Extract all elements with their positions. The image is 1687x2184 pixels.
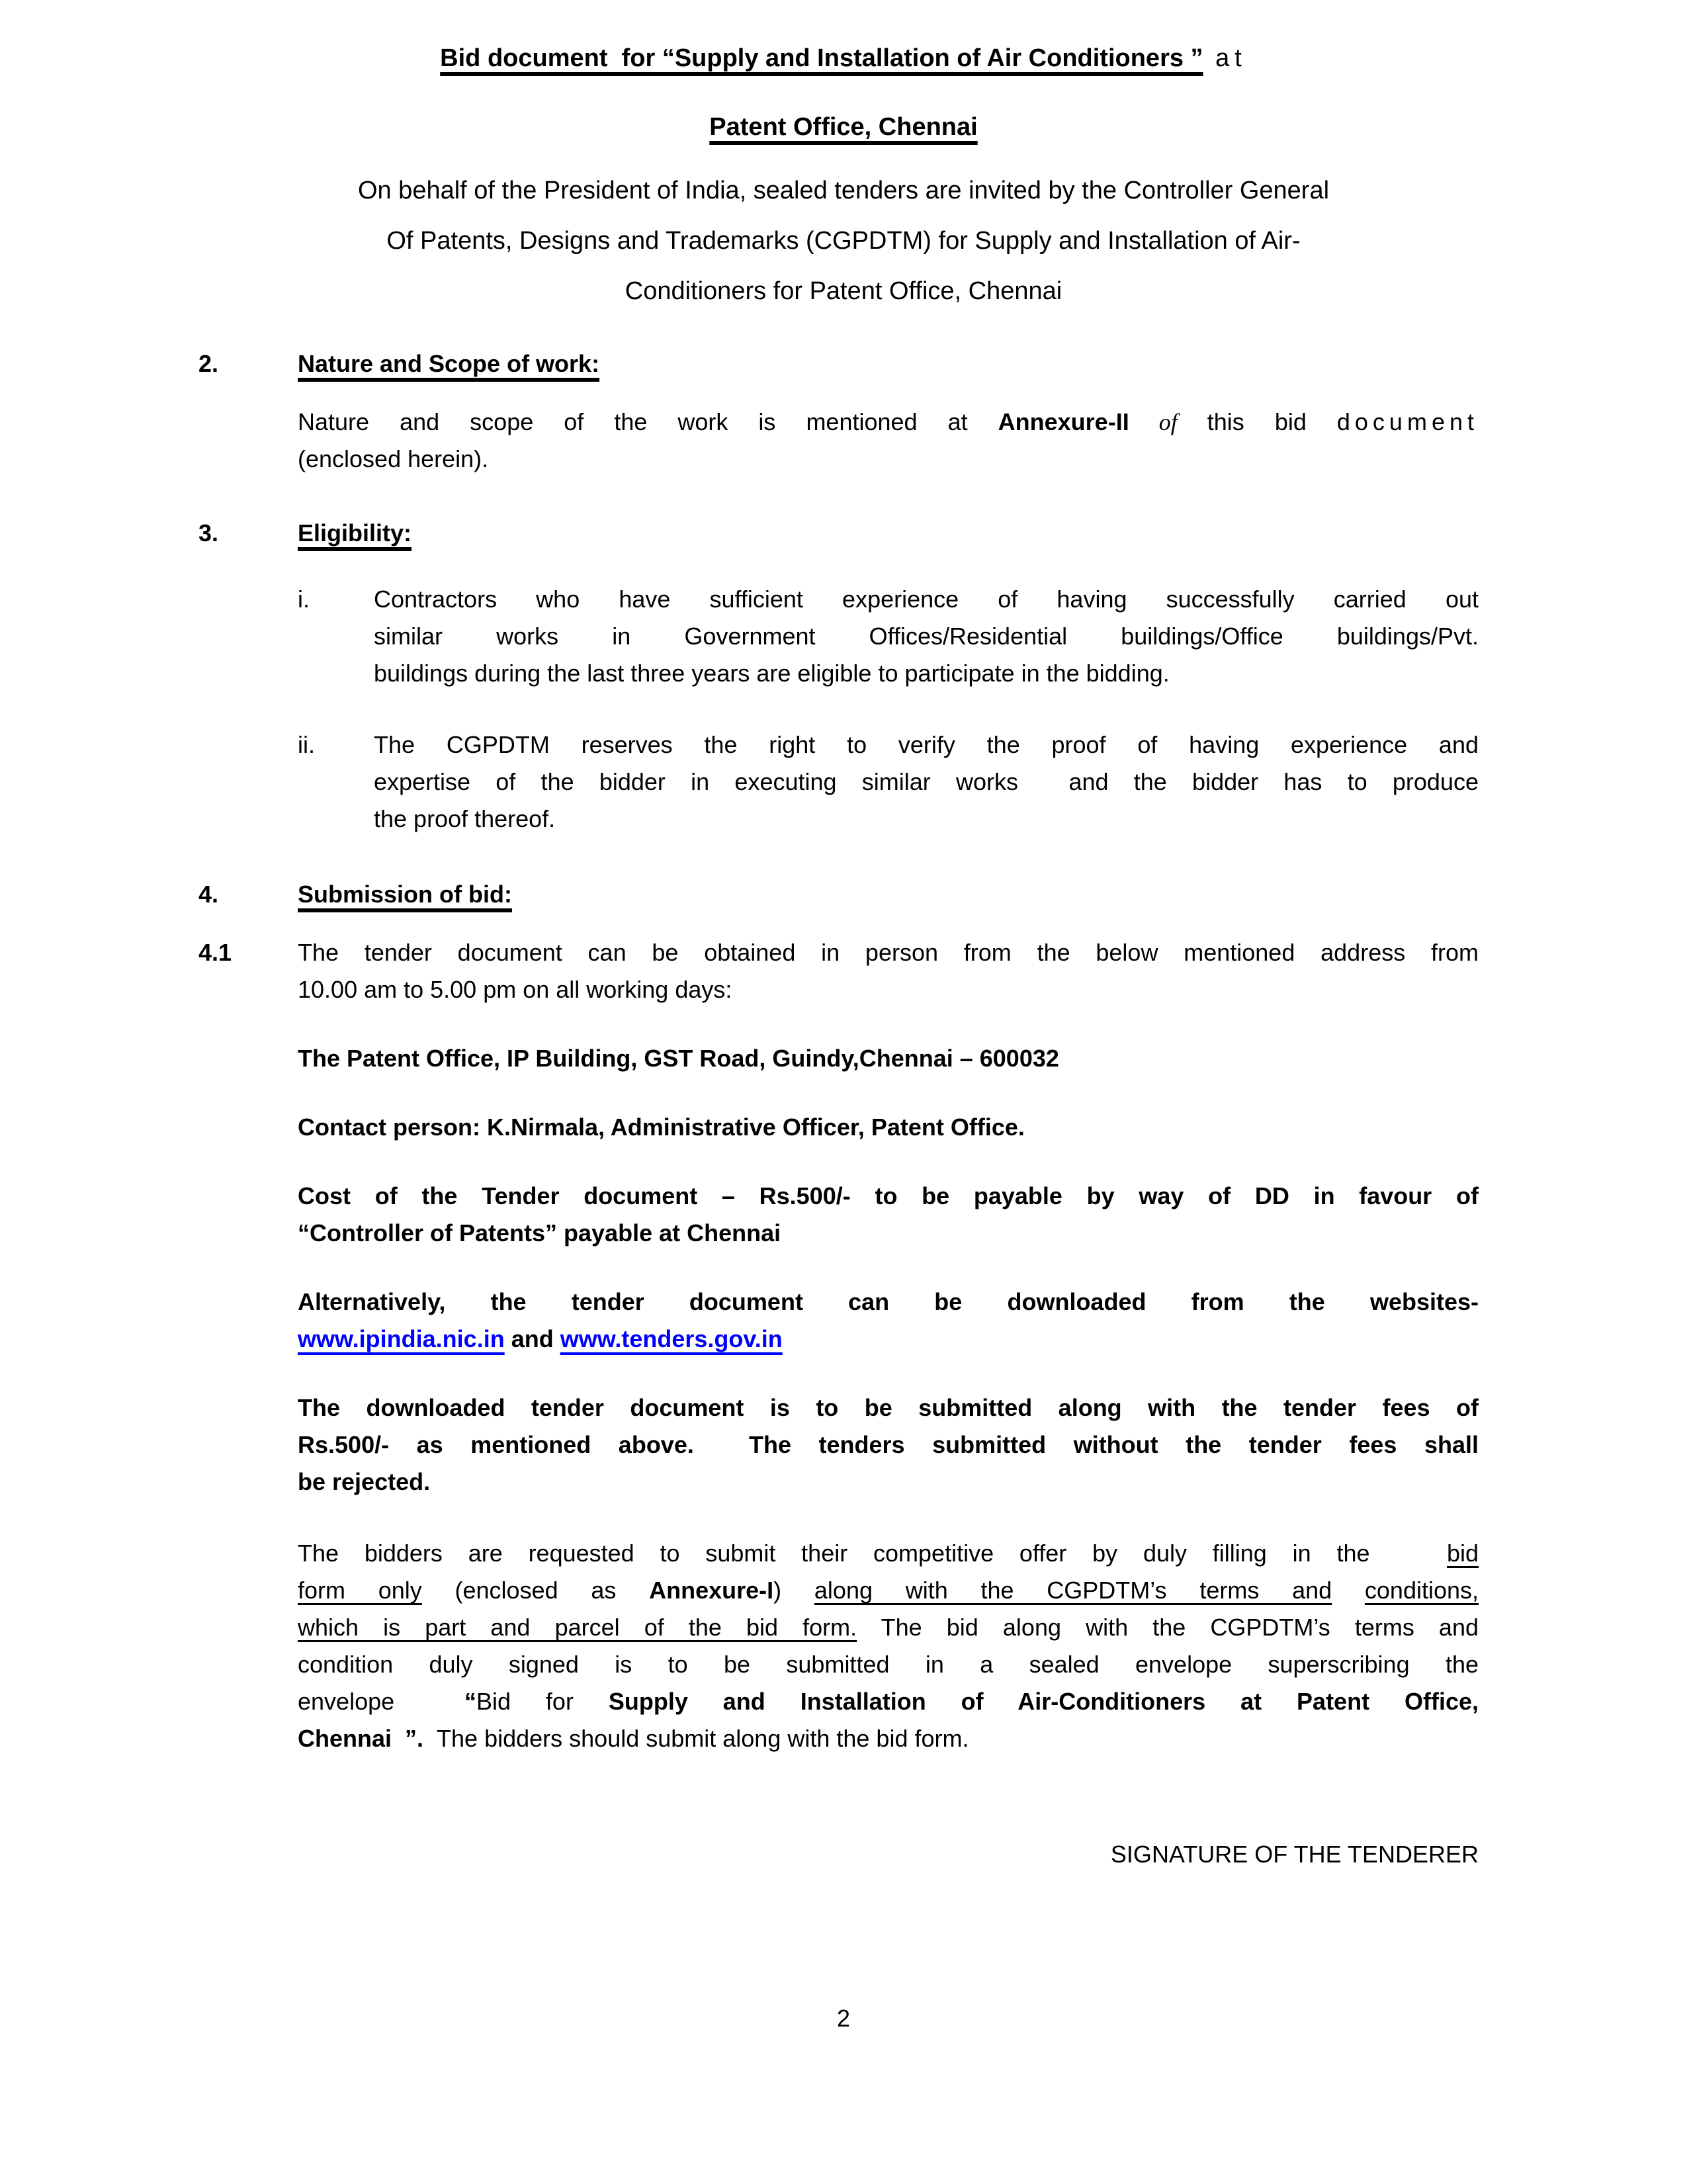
links-and-separator: and (504, 1325, 560, 1352)
signature-line: SIGNATURE OF THE TENDERER (1110, 1841, 1479, 1868)
section-3-heading (198, 515, 1489, 552)
clause-4-1-number: 4.1 (198, 939, 232, 966)
part-and-parcel-underlined: which is part and parcel of the bid form. (298, 1614, 857, 1641)
downloaded-tender-line-1: The downloaded tender document is to be submitted along with the tender fees of (298, 1394, 1479, 1421)
eligibility-item-2-line-2: expertise of the bidder in executing similar works and the bidder has to produce (374, 768, 1479, 795)
bidders-line-5-text-2: Bid for (476, 1688, 609, 1715)
bidders-line-2-text-2: ) (773, 1577, 814, 1604)
tender-cost-line-2: “Controller of Patents” payable at Chennai (298, 1219, 781, 1246)
section-4-number: 4. (198, 881, 219, 908)
bidders-line-6 (298, 1720, 1479, 1757)
section-2-number: 2. (198, 350, 219, 377)
bidders-line-5 (298, 1683, 1479, 1720)
eligibility-item-1-line-3: buildings during the last three years are eligible to participate in the bidding. (374, 660, 1170, 687)
downloaded-tender-paragraph (298, 1389, 1479, 1501)
title-main-text: Bid document for “Supply and Installation of Air Conditioners ” (440, 44, 1203, 72)
section-2-body-line-1 (298, 404, 1479, 441)
intro-paragraph (198, 165, 1489, 316)
section-4-heading (198, 876, 1489, 913)
website-links-line (298, 1321, 1479, 1358)
document-spaced-word: document (1336, 408, 1479, 435)
terms-underlined: along with the CGPDTM’s terms and (814, 1577, 1332, 1604)
document-title-line-1 (198, 38, 1489, 78)
bidders-line-1-text: The bidders are requested to submit their competitive offer by duly filling in the (298, 1540, 1447, 1567)
website-link-ipindia[interactable]: www.ipindia.nic.in (298, 1325, 505, 1352)
document-title-line-2 (198, 107, 1489, 147)
clause-4-1-line-2: 10.00 am to 5.00 pm on all working days: (298, 976, 732, 1003)
bidders-instruction-paragraph (298, 1535, 1479, 1757)
bidders-line-6-text: The bidders should submit along with the bid form. (423, 1725, 969, 1752)
conditions-underlined: conditions, (1364, 1577, 1479, 1604)
section-2-heading-text: Nature and Scope of work: (298, 350, 600, 377)
of-italic: of (1129, 409, 1207, 435)
alternative-download-paragraph (298, 1284, 1479, 1358)
title-location-text: Patent Office, Chennai (709, 113, 978, 141)
downloaded-tender-line-3: be rejected. (298, 1468, 431, 1495)
bidders-line-2-space (1332, 1577, 1365, 1604)
eligibility-item-2 (298, 726, 1479, 838)
clause-4-1 (198, 934, 1479, 1008)
eligibility-item-2-line-3: the proof thereof. (374, 805, 556, 832)
bidders-line-4: condition duly signed is to be submitted in a sealed envelope superscribing the (298, 1651, 1479, 1678)
office-address-line: The Patent Office, IP Building, GST Road, Guindy,Chennai – 600032 (298, 1045, 1059, 1072)
downloaded-tender-line-2: Rs.500/- as mentioned above. The tenders submitted without the tender fees shall (298, 1431, 1479, 1458)
intro-line-3: Conditioners for Patent Office, Chennai (625, 277, 1062, 305)
section-2-body-text-2: this bid (1207, 408, 1337, 435)
chennai-quote-bold: Chennai ”. (298, 1725, 424, 1752)
section-3-number: 3. (198, 519, 219, 546)
form-only-underlined: form only (298, 1577, 422, 1604)
bidders-line-1 (298, 1535, 1479, 1572)
eligibility-item-2-line-1: The CGPDTM reserves the right to verify the proof of having experience and (374, 731, 1479, 758)
bidders-line-3 (298, 1609, 1479, 1646)
bidders-line-3-text: The bid along with the CGPDTM’s terms and (857, 1614, 1479, 1641)
alternative-download-line-1: Alternatively, the tender document can be downloaded from the websites- (298, 1288, 1479, 1315)
annexure-2-reference: Annexure-II (998, 408, 1129, 435)
bidders-line-5-text-1: envelope (298, 1688, 464, 1715)
eligibility-item-1 (298, 581, 1479, 692)
envelope-superscription-bold: Supply and Installation of Air-Conditioners at Patent Office, (608, 1688, 1479, 1715)
title-suffix-at: at (1203, 44, 1247, 72)
annexure-1-reference: Annexure-I (649, 1577, 774, 1604)
eligibility-item-1-line-1: Contractors who have sufficient experience of having successfully carried out (374, 586, 1479, 613)
intro-line-2: Of Patents, Designs and Trademarks (CGPDTM) for Supply and Installation of Air- (386, 227, 1301, 255)
clause-4-1-line-1: The tender document can be obtained in person from the below mentioned address from (298, 939, 1479, 966)
eligibility-item-1-marker: i. (298, 586, 310, 613)
page-content (198, 0, 1489, 1757)
page-number: 2 (836, 2005, 851, 2032)
contact-person-line: Contact person: K.Nirmala, Administrative Officer, Patent Office. (298, 1114, 1025, 1141)
bid-underlined: bid (1446, 1540, 1479, 1567)
eligibility-item-1-line-2: similar works in Government Offices/Residential buildings/Office buildings/Pvt. (374, 623, 1479, 650)
intro-line-1: On behalf of the President of India, sealed tenders are invited by the Controller General (357, 177, 1330, 204)
section-3-heading-text: Eligibility: (298, 519, 412, 546)
open-quote-bold: “ (464, 1688, 476, 1715)
section-2-body (298, 404, 1479, 478)
section-2-body-line-2: (enclosed herein). (298, 445, 489, 472)
section-2-body-text-1: Nature and scope of the work is mentioned at (298, 408, 998, 435)
tender-cost-paragraph (298, 1178, 1479, 1252)
website-link-tenders[interactable]: www.tenders.gov.in (560, 1325, 783, 1352)
eligibility-item-2-marker: ii. (298, 731, 315, 758)
section-4-heading-text: Submission of bid: (298, 881, 512, 908)
bidders-line-2 (298, 1572, 1479, 1609)
section-2-heading (198, 345, 1489, 382)
bidders-line-2-text-1: (enclosed as (421, 1577, 650, 1604)
tender-cost-line-1: Cost of the Tender document – Rs.500/- to be payable by way of DD in favour of (298, 1182, 1479, 1209)
